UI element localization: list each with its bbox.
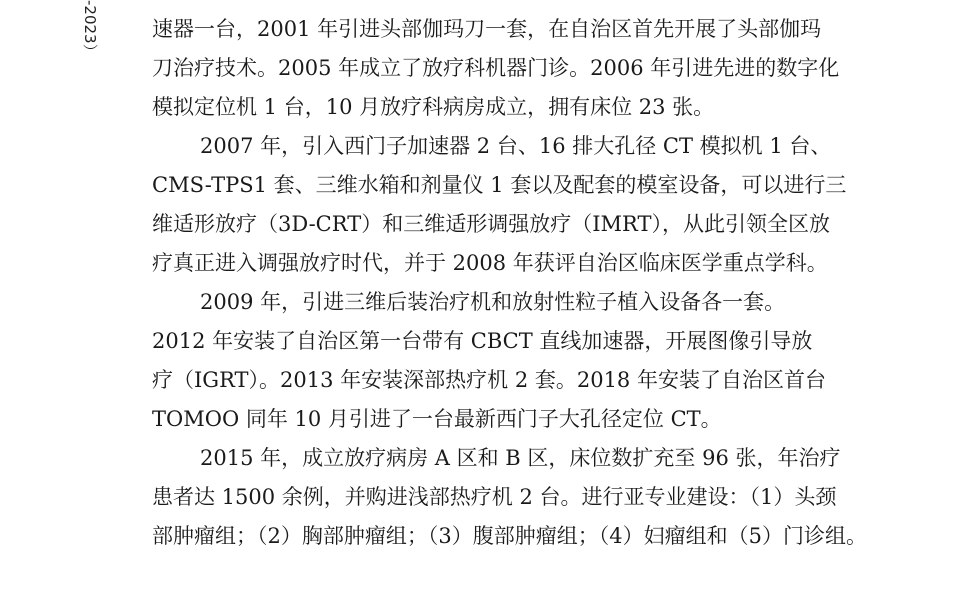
paragraph-line: 速器一台，2001 年引进头部伽玛刀一套，在自治区首先开展了头部伽玛 (152, 17, 822, 41)
paragraph-line: 2015 年，成立放疗病房 A 区和 B 区，床位数扩充至 96 张，年治疗 (200, 446, 841, 470)
paragraph-line: 患者达 1500 余例，并购进浅部热疗机 2 台。进行亚专业建设：（1）头颈 (152, 485, 837, 509)
paragraph-line: 2007 年，引入西门子加速器 2 台、16 排大孔径 CT 模拟机 1 台、 (200, 134, 832, 158)
paragraph-line: 刀治疗技术。2005 年成立了放疗科机器门诊。2006 年引进先进的数字化 (152, 56, 840, 80)
running-header-side-label: -2023） (81, 0, 99, 59)
paragraph-line: 2012 年安装了自治区第一台带有 CBCT 直线加速器，开展图像引导放 (152, 329, 813, 353)
paragraph-line: 疗真正进入调强放疗时代，并于 2008 年获评自治区临床医学重点学科。 (152, 251, 828, 275)
paragraph-line: CMS-TPS1 套、三维水箱和剂量仪 1 套以及配套的模室设备，可以进行三 (152, 173, 847, 197)
paragraph-line: 部肿瘤组；（2）胸部肿瘤组；（3）腹部肿瘤组；（4）妇瘤组和（5）门诊组。 (152, 524, 867, 548)
document-body (152, 0, 972, 556)
paragraph-line: 模拟定位机 1 台，10 月放疗科病房成立，拥有床位 23 张。 (152, 95, 715, 119)
paragraph-line: 维适形放疗（3D-CRT）和三维适形调强放疗（IMRT），从此引领全区放 (152, 212, 830, 236)
paragraph-line: 2009 年，引进三维后装治疗机和放射性粒子植入设备各一套。 (200, 290, 786, 314)
paragraph-line: TOMOO 同年 10 月引进了一台最新西门子大孔径定位 CT。 (152, 407, 722, 431)
paragraph-line: 疗（IGRT）。2013 年安装深部热疗机 2 套。2018 年安装了自治区首台 (152, 368, 826, 392)
